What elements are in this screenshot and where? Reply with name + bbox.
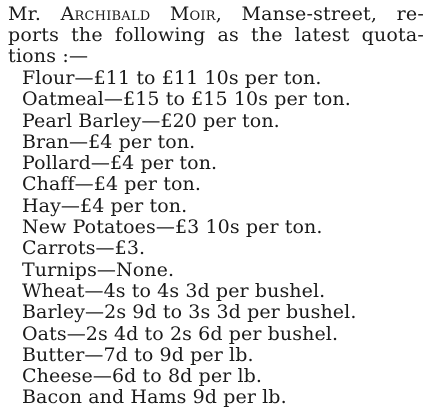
intro-line-1-suffix: , Manse-street, re- xyxy=(215,3,424,25)
quotation-pollard: Pollard—£4 per ton. xyxy=(22,152,218,175)
quotation-oats: Oats—2s 4d to 2s 6d per bushel. xyxy=(22,322,339,345)
quotation-turnips: Turnips—None. xyxy=(22,258,175,281)
quotation-oatmeal: Oatmeal—£15 to £15 10s per ton. xyxy=(22,88,351,111)
quotation-flour: Flour—£11 to £11 10s per ton. xyxy=(22,67,322,89)
intro-line-2: ports the following as the latest quota- xyxy=(8,24,424,46)
quotation-new-potatoes: New Potatoes—£3 10s per ton. xyxy=(22,216,323,239)
quotation-bran: Bran—£4 per ton. xyxy=(22,130,196,153)
quotation-wheat: Wheat—4s to 4s 3d per bushel. xyxy=(22,279,326,302)
price-quotation-list xyxy=(22,68,356,409)
quotation-hay: Hay—£4 per ton. xyxy=(22,194,188,217)
merchant-name: Archibald Moir xyxy=(60,3,216,25)
intro-paragraph xyxy=(8,4,424,67)
quotation-pearl-barley: Pearl Barley—£20 per ton. xyxy=(22,109,280,132)
quotation-carrots: Carrots—£3. xyxy=(22,237,146,260)
intro-line-1-prefix: Mr. xyxy=(8,3,61,25)
quotation-barley: Barley—2s 9d to 3s 3d per bushel. xyxy=(22,301,357,324)
quotation-chaff: Chaff—£4 per ton. xyxy=(22,173,201,196)
quotation-butter: Butter—7d to 9d per lb. xyxy=(22,343,254,366)
quotation-bacon-and-hams: Bacon and Hams 9d per lb. xyxy=(22,386,287,409)
intro-line-3: tions :— xyxy=(8,45,89,67)
intro-line-1 xyxy=(8,4,424,25)
quotation-cheese: Cheese—6d to 8d per lb. xyxy=(22,365,263,388)
